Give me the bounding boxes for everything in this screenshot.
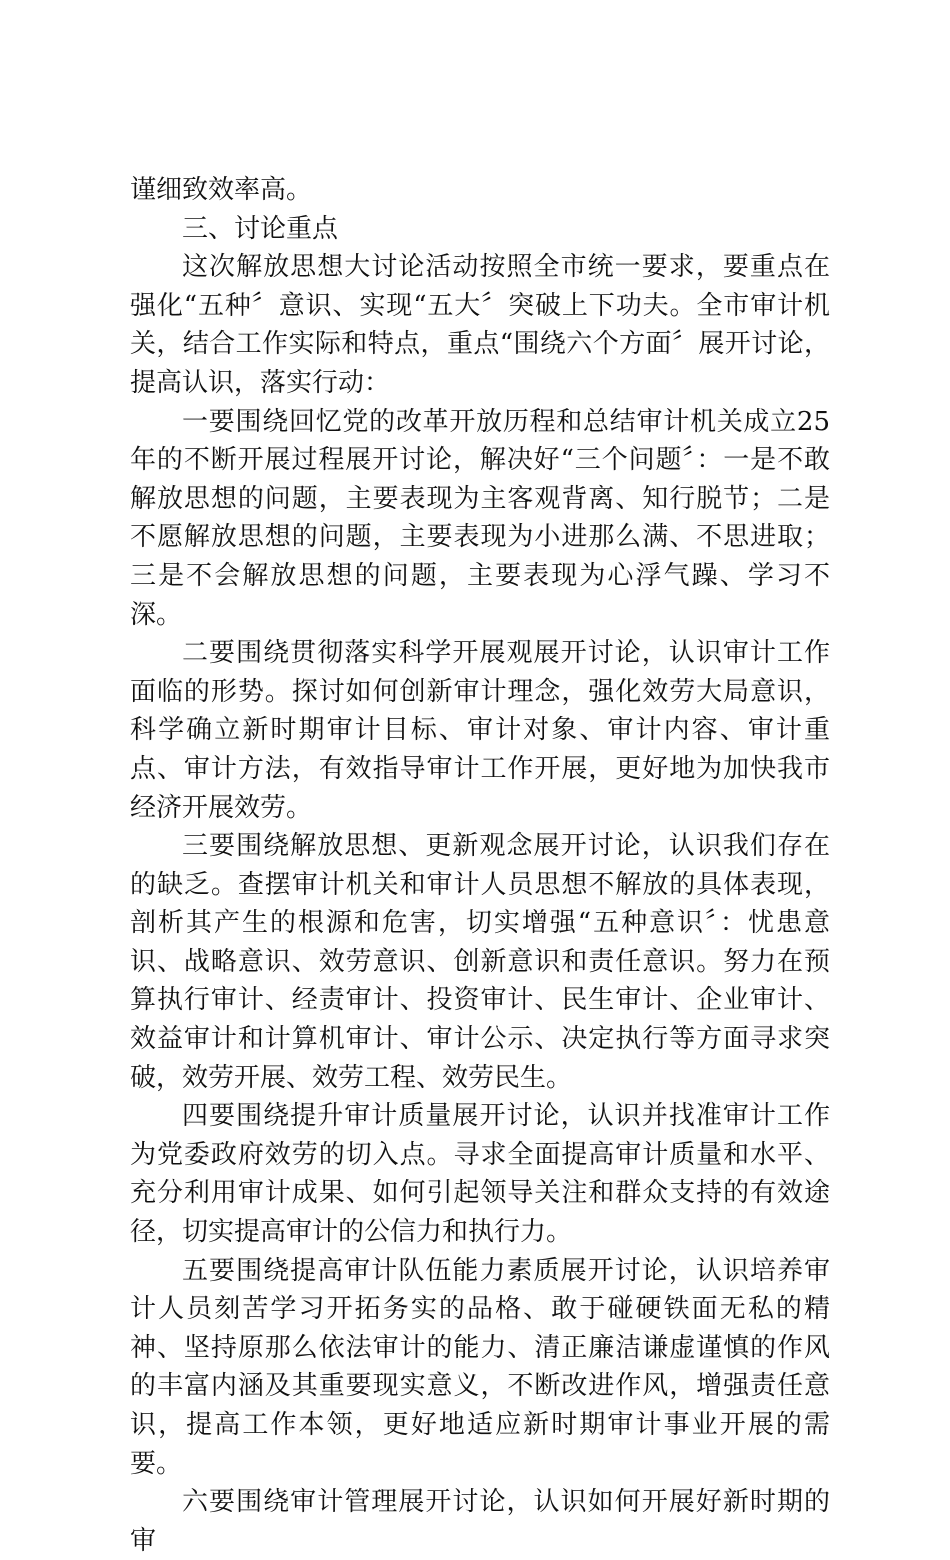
paragraph-item-5: 五要围绕提高审计队伍能力素质展开讨论，认识培养审计人员刻苦学习开拓务实的品格、敢于碰硬铁面无私的精神、坚持原那么依法审计的能力、清正廉洁谦虚谨慎的作风的丰富内涵及其重要现实意义，不断改进作风，增强责任意识，提高工作本领，更好地适应新时期审计事业开展的需要。: [130, 1255, 830, 1479]
paragraph-intro: 这次解放思想大讨论活动按照全市统一要求，要重点在强化“五种〞意识、实现“五大〞突破上下功夫。全市审计机关，结合工作实际和特点，重点“围绕六个方面〞展开讨论，提高认识，落实行动：: [130, 252, 830, 398]
paragraph-item-1: 一要围绕回忆党的改革开放历程和总结审计机关成立25年的不断开展过程展开讨论，解决好“三个问题〞：一是不敢解放思想的问题，主要表现为主客观背离、知行脱节；二是不愿解放思想的问题，主要表现为小进那么满、不思进取；三是不会解放思想的问题，主要表现为心浮气躁、学习不深。: [130, 406, 830, 630]
paragraph-continuation: 谨细致效率高。: [130, 175, 313, 205]
paragraph-item-2: 二要围绕贯彻落实科学开展观展开讨论，认识审计工作面临的形势。探讨如何创新审计理念，强化效劳大局意识，科学确立新时期审计目标、审计对象、审计内容、审计重点、审计方法，有效指导审计工作开展，更好地为加快我市经济开展效劳。: [130, 638, 830, 823]
section-heading: 三、讨论重点: [182, 213, 339, 244]
document-body: [130, 171, 830, 1560]
paragraph-item-4: 四要围绕提升审计质量展开讨论，认识并找准审计工作为党委政府效劳的切入点。寻求全面提高审计质量和水平、充分利用审计成果、如何引起领导关注和群众支持的有效途径，切实提高审计的公信力和执行力。: [130, 1101, 830, 1248]
paragraph-item-3: 三要围绕解放思想、更新观念展开讨论，认识我们存在的缺乏。查摆审计机关和审计人员思想不解放的具体表现，剖析其产生的根源和危害，切实增强“五种意识〞：忧患意识、战略意识、效劳意识、创新意识和责任意识。努力在预算执行审计、经责审计、投资审计、民生审计、企业审计、效益审计和计算机审计、审计公示、决定执行等方面寻求突破，效劳开展、效劳工程、效劳民生。: [130, 831, 830, 1093]
paragraph-item-6: 六要围绕审计管理展开讨论，认识如何开展好新时期的审: [130, 1487, 830, 1556]
